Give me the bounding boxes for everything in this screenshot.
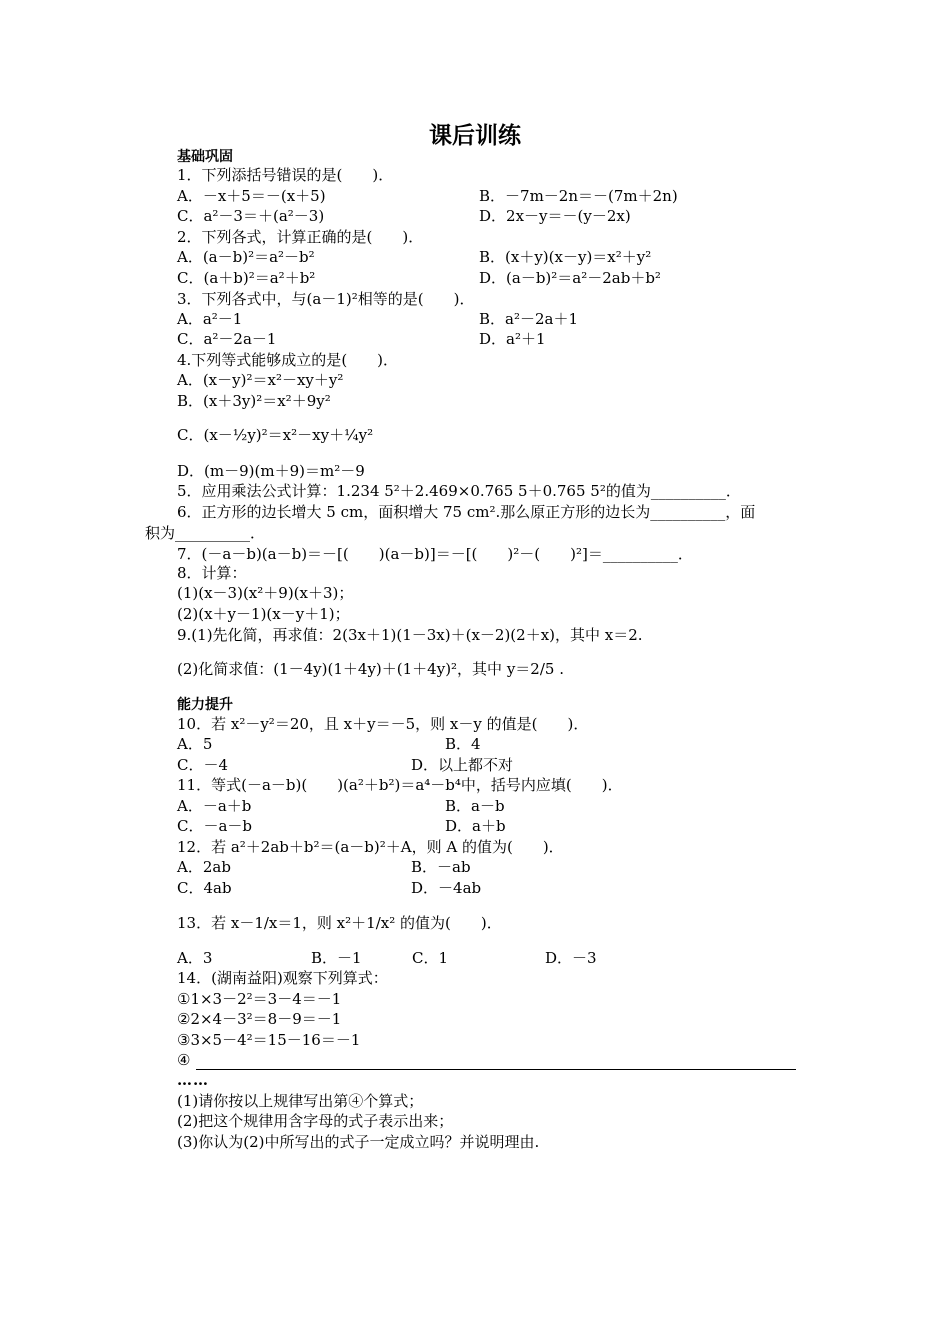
option-13d: D．－3 xyxy=(545,949,597,967)
option-1b: B．－7m－2n＝－(7m＋2n) xyxy=(479,187,678,205)
option-4b: B．(x＋3y)²＝x²＋9y² xyxy=(177,392,331,410)
option-1c: C．a²－3＝＋(a²－3) xyxy=(177,207,325,225)
option-10a: A．5 xyxy=(177,735,213,753)
option-13a: A．3 xyxy=(177,949,213,967)
option-3b: B．a²－2a＋1 xyxy=(479,310,579,328)
example-2: ②2×4－3²＝8－9＝－1 xyxy=(177,1010,342,1028)
option-11c: C．－a－b xyxy=(177,817,253,835)
question-4: 4.下列等式能够成立的是( )． xyxy=(177,351,399,369)
question-6-line2: 积为__________． xyxy=(145,524,266,542)
question-1: 1．下列添括号错误的是( )． xyxy=(177,166,394,184)
question-13: 13．若 x－1/x＝1，则 x²＋1/x² 的值为( )． xyxy=(177,914,502,932)
option-4c: C．(x－½y)²＝x²－xy＋¼y² xyxy=(177,426,374,444)
ellipsis: …… xyxy=(177,1071,209,1089)
question-2: 2．下列各式，计算正确的是( )． xyxy=(177,228,424,246)
answer-blank-line xyxy=(196,1069,796,1070)
question-14: 14．(湖南益阳)观察下列算式： xyxy=(177,969,388,987)
option-3a: A．a²－1 xyxy=(177,310,243,328)
question-8-part2: (2)(x＋y－1)(x－y＋1)； xyxy=(177,605,350,623)
option-4a: A．(x－y)²＝x²－xy＋y² xyxy=(177,371,344,389)
option-12a: A．2ab xyxy=(177,858,231,876)
example-3: ③3×5－4²＝15－16＝－1 xyxy=(177,1031,361,1049)
option-2d: D．(a－b)²＝a²－2ab＋b² xyxy=(479,269,661,287)
option-11b: B．a－b xyxy=(445,797,505,815)
page-title: 课后训练 xyxy=(429,123,521,149)
question-9-part1: 9.(1)先化简，再求值：2(3x＋1)(1－3x)＋(x－2)(2＋x)，其中 x＝2. xyxy=(177,626,643,644)
question-14-part3: (3)你认为(2)中所写出的式子一定成立吗？并说明理由. xyxy=(177,1133,540,1151)
section-heading-basic: 基础巩固 xyxy=(177,149,233,165)
question-8-part1: (1)(x－3)(x²＋9)(x＋3)； xyxy=(177,584,354,602)
option-11d: D．a＋b xyxy=(445,817,506,835)
question-10: 10．若 x²－y²＝20，且 x＋y＝－5，则 x－y 的值是( )． xyxy=(177,715,589,733)
option-12c: C．4ab xyxy=(177,879,232,897)
option-13c: C．1 xyxy=(412,949,449,967)
question-9-part2: (2)化简求值：(1－4y)(1＋4y)＋(1＋4y)²，其中 y＝2/5 . xyxy=(177,660,564,678)
option-10d: D．以上都不对 xyxy=(411,756,514,774)
option-1d: D．2x－y＝－(y－2x) xyxy=(479,207,631,225)
question-5: 5．应用乘法公式计算：1.234 5²＋2.469×0.765 5＋0.765 5²的值为__________． xyxy=(177,482,741,500)
option-11a: A．－a＋b xyxy=(177,797,252,815)
option-13b: B．－1 xyxy=(311,949,362,967)
example-1: ①1×3－2²＝3－4＝－1 xyxy=(177,990,342,1008)
question-12: 12．若 a²＋2ab＋b²＝(a－b)²＋A，则 A 的值为( )． xyxy=(177,838,564,856)
option-2c: C．(a＋b)²＝a²＋b² xyxy=(177,269,316,287)
option-1a: A．－x＋5＝－(x＋5) xyxy=(177,187,326,205)
question-3: 3．下列各式中，与(a－1)²相等的是( )． xyxy=(177,290,475,308)
section-heading-advanced: 能力提升 xyxy=(177,697,233,713)
option-10c: C．－4 xyxy=(177,756,229,774)
question-11: 11．等式(－a－b)( )(a²＋b²)＝a⁴－b⁴中，括号内应填( )． xyxy=(177,776,623,794)
option-2b: B．(x＋y)(x－y)＝x²＋y² xyxy=(479,248,652,266)
option-12d: D．－4ab xyxy=(411,879,482,897)
option-3c: C．a²－2a－1 xyxy=(177,330,277,348)
question-7: 7．(－a－b)(a－b)＝－[( )(a－b)]＝－[( )²－( )²]＝__________． xyxy=(177,545,693,563)
option-10b: B．4 xyxy=(445,735,481,753)
example-4-label: ④ xyxy=(177,1051,191,1069)
option-4d: D．(m－9)(m＋9)＝m²－9 xyxy=(177,462,365,480)
question-8: 8．计算： xyxy=(177,564,247,582)
question-6-line1: 6．正方形的边长增大 5 cm，面积增大 75 cm².那么原正方形的边长为__________，面 xyxy=(177,503,756,521)
option-3d: D．a²＋1 xyxy=(479,330,546,348)
question-14-part1: (1)请你按以上规律写出第④个算式； xyxy=(177,1092,424,1110)
question-14-part2: (2)把这个规律用含字母的式子表示出来； xyxy=(177,1112,454,1130)
option-2a: A．(a－b)²＝a²－b² xyxy=(177,248,315,266)
option-12b: B．－ab xyxy=(411,858,471,876)
